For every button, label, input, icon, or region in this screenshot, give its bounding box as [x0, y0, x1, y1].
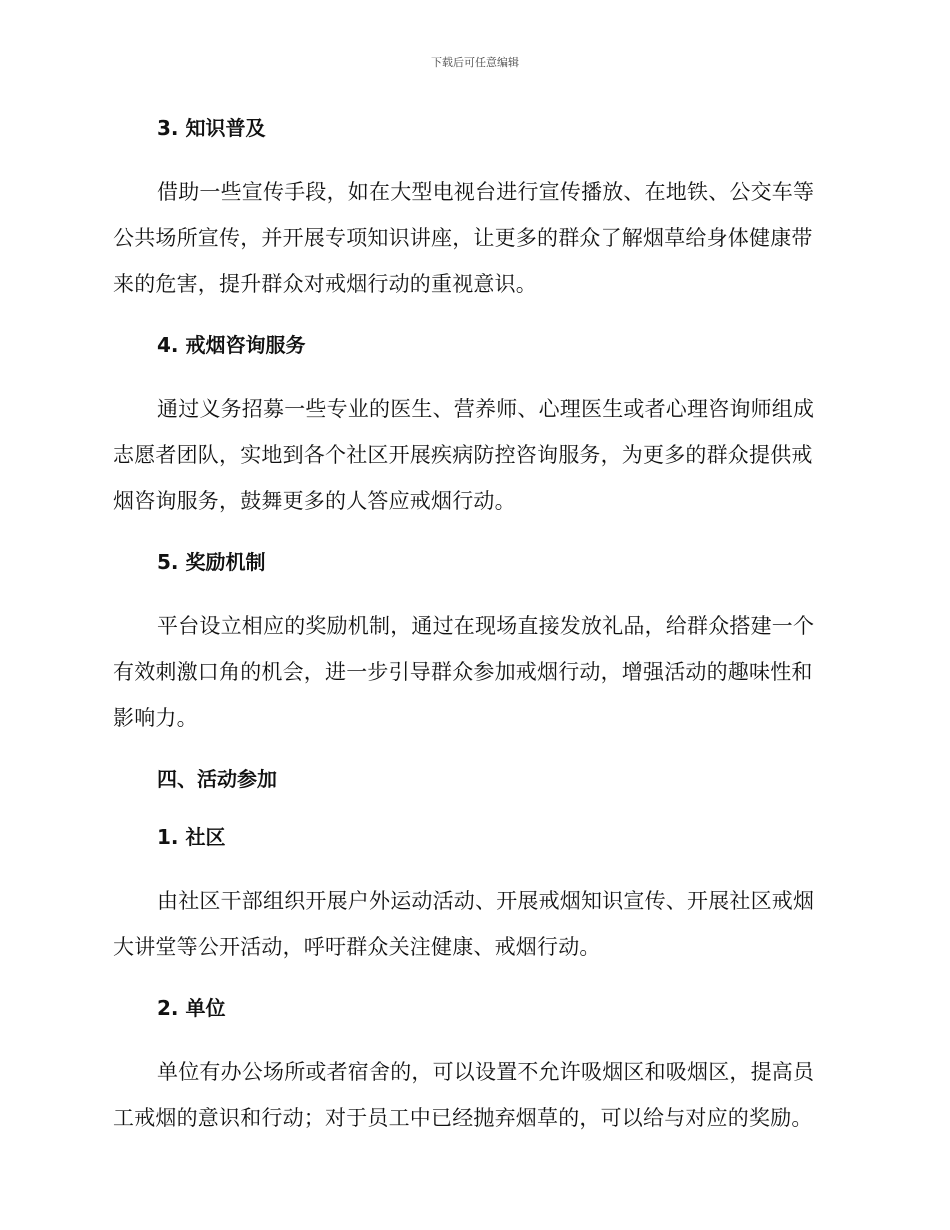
- section-heading-rewards: 5. 奖励机制: [157, 550, 266, 574]
- section-heading-workplace: 2. 单位: [157, 996, 226, 1020]
- section-paragraph-consulting: 通过义务招募一些专业的医生、营养师、心理医生或者心理咨询师组成志愿者团队，实地到各个社区开展疾病防控咨询服务，为更多的群众提供戒烟咨询服务，鼓舞更多的人答应戒烟行动。: [113, 397, 815, 513]
- section-paragraph-knowledge: 借助一些宣传手段，如在大型电视台进行宣传播放、在地铁、公交车等公共场所宣传，并开展专项知识讲座，让更多的群众了解烟草给身体健康带来的危害，提升群众对戒烟行动的重视意识。: [113, 180, 815, 296]
- section-paragraph-workplace: 单位有办公场所或者宿舍的，可以设置不允许吸烟区和吸烟区，提高员工戒烟的意识和行动；对于员工中已经抛弃烟草的，可以给与对应的奖励。: [113, 1060, 815, 1130]
- section-heading-knowledge: 3. 知识普及: [157, 116, 266, 140]
- document-body: [113, 112, 833, 1141]
- page-header-note: 下载后可任意编辑: [431, 56, 519, 69]
- section-paragraph-rewards: 平台设立相应的奖励机制，通过在现场直接发放礼品，给群众搭建一个有效刺激口角的机会，进一步引导群众参加戒烟行动，增强活动的趣味性和影响力。: [113, 614, 815, 730]
- section-heading-consulting: 4. 戒烟咨询服务: [157, 333, 306, 357]
- section-paragraph-community: 由社区干部组织开展户外运动活动、开展戒烟知识宣传、开展社区戒烟大讲堂等公开活动，呼吁群众关注健康、戒烟行动。: [113, 889, 815, 959]
- part-heading-participation: 四、活动参加: [157, 767, 277, 791]
- section-heading-community: 1. 社区: [157, 825, 226, 849]
